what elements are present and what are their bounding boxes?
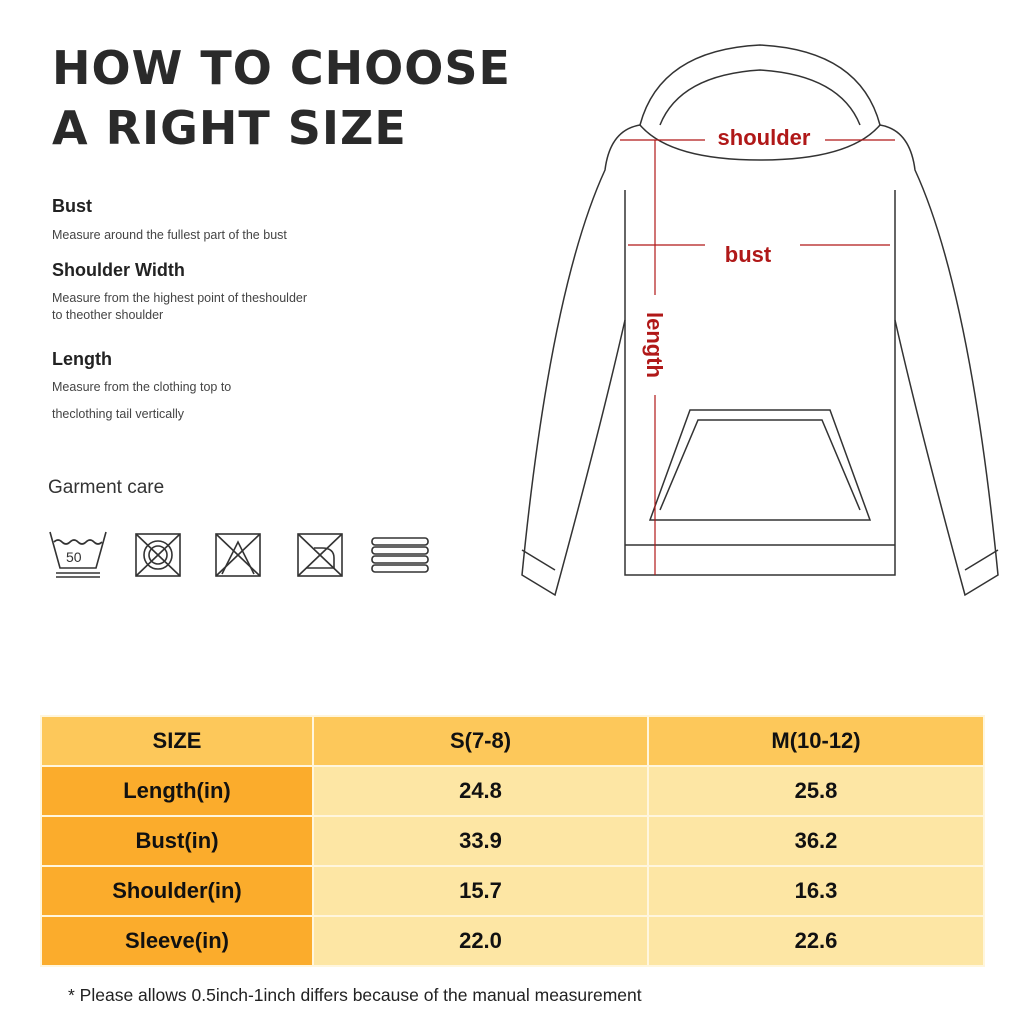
do-not-tumble-dry-icon	[136, 534, 180, 576]
bust-heading: Bust	[52, 196, 92, 216]
bust-label: bust	[724, 242, 772, 267]
header-cell: S(7-8)	[313, 716, 648, 766]
garment-care-label: Garment care	[48, 477, 165, 498]
measurement-note: * Please allows 0.5inch-1inch differs because of the manual measurement	[68, 985, 642, 1005]
table-cell: 22.0	[313, 916, 648, 966]
row-label: Bust(in)	[41, 816, 313, 866]
table-cell: 15.7	[313, 866, 648, 916]
shoulder-label: shoulder	[717, 125, 811, 150]
table-cell: 24.8	[313, 766, 648, 816]
header-cell: M(10-12)	[648, 716, 984, 766]
header-cell: SIZE	[41, 716, 313, 766]
do-not-iron-icon	[298, 534, 342, 576]
wash-50-icon	[50, 532, 106, 577]
row-label: Shoulder(in)	[41, 866, 313, 916]
table-cell: 33.9	[313, 816, 648, 866]
svg-text:50: 50	[66, 549, 82, 565]
shoulder-heading: Shoulder Width	[52, 260, 185, 280]
length-desc-2: theclothing tail vertically	[52, 407, 185, 421]
row-label: Length(in)	[41, 766, 313, 816]
bust-desc: Measure around the fullest part of the bust	[52, 228, 287, 242]
table-cell: 36.2	[648, 816, 984, 866]
page-title: HOW TO CHOOSE A RIGHT SIZE	[52, 41, 511, 155]
table-row	[41, 766, 984, 816]
do-not-bleach-icon	[216, 534, 260, 576]
table-row	[41, 866, 984, 916]
care-icons	[46, 528, 446, 589]
size-table	[40, 715, 985, 967]
shoulder-desc-1: Measure from the highest point of theshoulder	[52, 291, 308, 305]
row-label: Sleeve(in)	[41, 916, 313, 966]
length-label: length	[642, 312, 667, 378]
table-cell: 16.3	[648, 866, 984, 916]
table-row	[41, 816, 984, 866]
table-row	[41, 916, 984, 966]
length-desc-1: Measure from the clothing top to	[52, 380, 232, 394]
dry-flat-icon	[372, 538, 428, 572]
table-cell: 22.6	[648, 916, 984, 966]
length-heading: Length	[52, 349, 112, 369]
table-cell: 25.8	[648, 766, 984, 816]
shoulder-desc-2: to theother shoulder	[52, 308, 164, 322]
hoodie-diagram	[510, 30, 1010, 610]
table-header-row	[41, 716, 984, 766]
